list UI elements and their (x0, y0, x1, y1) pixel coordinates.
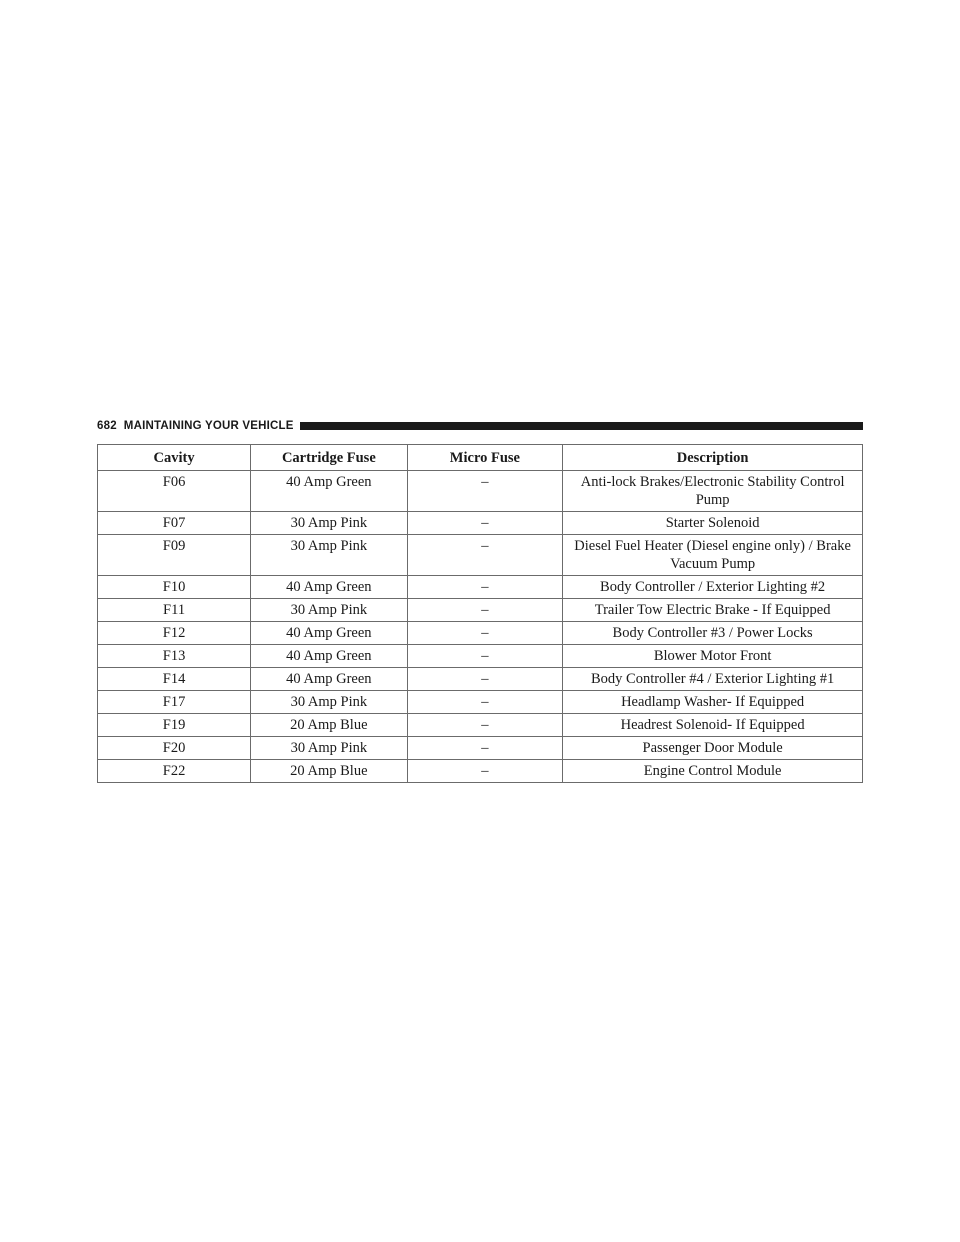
cell-cartridge-fuse: 40 Amp Green (251, 471, 407, 512)
column-header-description: Description (563, 445, 863, 471)
table-row (98, 645, 863, 668)
cell-micro-fuse: – (407, 737, 563, 760)
fuse-table (97, 444, 863, 783)
cell-cartridge-fuse: 30 Amp Pink (251, 737, 407, 760)
cell-description: Headlamp Washer- If Equipped (563, 691, 863, 714)
cell-cavity: F11 (98, 599, 251, 622)
cell-micro-fuse: – (407, 645, 563, 668)
cell-micro-fuse: – (407, 760, 563, 783)
cell-description: Anti-lock Brakes/Electronic Stability Control Pump (563, 471, 863, 512)
cell-cavity: F19 (98, 714, 251, 737)
cell-description: Body Controller / Exterior Lighting #2 (563, 576, 863, 599)
cell-micro-fuse: – (407, 691, 563, 714)
table-row (98, 691, 863, 714)
cell-cavity: F13 (98, 645, 251, 668)
cell-cartridge-fuse: 30 Amp Pink (251, 535, 407, 576)
cell-micro-fuse: – (407, 471, 563, 512)
cell-description: Passenger Door Module (563, 737, 863, 760)
cell-cartridge-fuse: 20 Amp Blue (251, 714, 407, 737)
column-header-micro-fuse: Micro Fuse (407, 445, 563, 471)
table-row (98, 535, 863, 576)
column-header-cavity: Cavity (98, 445, 251, 471)
section-title: MAINTAINING YOUR VEHICLE (123, 420, 294, 432)
table-row (98, 599, 863, 622)
cell-description: Starter Solenoid (563, 512, 863, 535)
cell-micro-fuse: – (407, 622, 563, 645)
cell-description: Trailer Tow Electric Brake - If Equipped (563, 599, 863, 622)
cell-cartridge-fuse: 40 Amp Green (251, 645, 407, 668)
cell-cavity: F20 (98, 737, 251, 760)
cell-description: Headrest Solenoid- If Equipped (563, 714, 863, 737)
column-header-cartridge-fuse: Cartridge Fuse (251, 445, 407, 471)
cell-description: Diesel Fuel Heater (Diesel engine only) / Brake Vacuum Pump (563, 535, 863, 576)
table-row (98, 576, 863, 599)
cell-micro-fuse: – (407, 512, 563, 535)
cell-cavity: F12 (98, 622, 251, 645)
cell-cartridge-fuse: 30 Amp Pink (251, 599, 407, 622)
cell-micro-fuse: – (407, 668, 563, 691)
cell-cavity: F10 (98, 576, 251, 599)
page-header (97, 418, 863, 434)
table-row (98, 471, 863, 512)
cell-cartridge-fuse: 40 Amp Green (251, 668, 407, 691)
cell-description: Body Controller #4 / Exterior Lighting #1 (563, 668, 863, 691)
cell-cartridge-fuse: 20 Amp Blue (251, 760, 407, 783)
cell-cartridge-fuse: 40 Amp Green (251, 622, 407, 645)
cell-cavity: F14 (98, 668, 251, 691)
table-row (98, 760, 863, 783)
cell-cavity: F06 (98, 471, 251, 512)
cell-cavity: F22 (98, 760, 251, 783)
table-row (98, 714, 863, 737)
table-row (98, 668, 863, 691)
table-body (98, 471, 863, 783)
cell-micro-fuse: – (407, 599, 563, 622)
cell-cavity: F07 (98, 512, 251, 535)
cell-micro-fuse: – (407, 714, 563, 737)
cell-cartridge-fuse: 30 Amp Pink (251, 691, 407, 714)
cell-description: Body Controller #3 / Power Locks (563, 622, 863, 645)
cell-cartridge-fuse: 30 Amp Pink (251, 512, 407, 535)
cell-cartridge-fuse: 40 Amp Green (251, 576, 407, 599)
header-rule (300, 422, 863, 430)
cell-micro-fuse: – (407, 535, 563, 576)
table-header-row (98, 445, 863, 471)
table-row (98, 737, 863, 760)
cell-cavity: F09 (98, 535, 251, 576)
cell-description: Blower Motor Front (563, 645, 863, 668)
cell-micro-fuse: – (407, 576, 563, 599)
cell-cavity: F17 (98, 691, 251, 714)
cell-description: Engine Control Module (563, 760, 863, 783)
table-row (98, 512, 863, 535)
page-number: 682 (97, 420, 117, 432)
table-row (98, 622, 863, 645)
